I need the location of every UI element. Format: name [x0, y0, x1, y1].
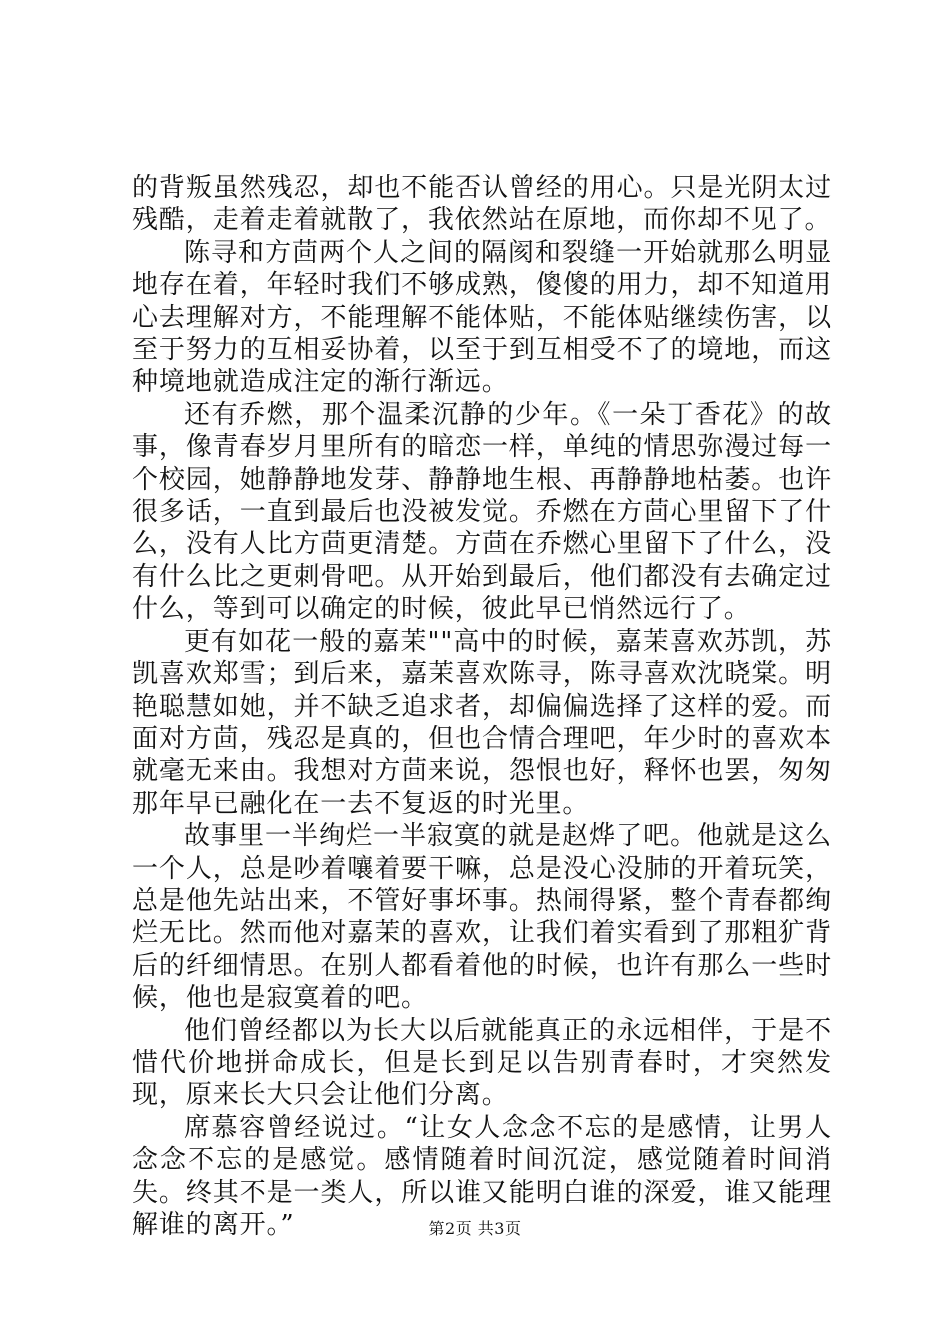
- body-text: [132, 172, 832, 1241]
- paragraph-qiaoran: 还有乔燃，那个温柔沉静的少年。《一朵丁香花》的故事，像青春岁月里所有的暗恋一样，单纯的情思弥漫过每一个校园，她静静地发芽、静静地生根、再静静地枯萎。也许很多话，一直到最后也没被发觉。乔燃在方茴心里留下了什么，没有人比方茴更清楚。方茴在乔燃心里留下了什么，没有什么比之更刺骨吧。从开始到最后，他们都没有去确定过什么，等到可以确定的时候，彼此早已悄然远行了。: [132, 399, 832, 625]
- paragraph-jiamo: 更有如花一般的嘉茉""高中的时候，嘉茉喜欢苏凯，苏凯喜欢郑雪；到后来，嘉茉喜欢陈寻，陈寻喜欢沈晓棠。明艳聪慧如她，并不缺乏追求者，却偏偏选择了这样的爱。而面对方茴，残忍是真的，但也合情合理吧，年少时的喜欢本就毫无来由。我想对方茴来说，怨恨也好，释怀也罢，匆匆那年早已融化在一去不复返的时光里。: [132, 626, 832, 819]
- paragraph-chenxun-fanghui: 陈寻和方茴两个人之间的隔阂和裂缝一开始就那么明显地存在着，年轻时我们不够成熟，傻傻的用力，却不知道用心去理解对方，不能理解不能体贴，不能体贴继续伤害，以至于努力的互相妥协着，以至于到互相受不了的境地，而这种境地就造成注定的渐行渐远。: [132, 237, 832, 398]
- paragraph-growing-up: 他们曾经都以为长大以后就能真正的永远相伴，于是不惜代价地拼命成长，但是长到足以告别青春时，才突然发现，原来长大只会让他们分离。: [132, 1015, 832, 1111]
- paragraph-quote: 席慕容曾经说过。“让女人念念不忘的是感情，让男人念念不忘的是感觉。感情随着时间沉淀，感觉随着时间消失。终其不是一类人，所以谁又能明白谁的深爱，谁又能理解谁的离开。”: [132, 1112, 832, 1240]
- paragraph-zhaoye: 故事里一半绚烂一半寂寞的就是赵烨了吧。他就是这么一个人，总是吵着嚷着要干嘛，总是没心没肺的开着玩笑，总是他先站出来，不管好事坏事。热闹得紧，整个青春都绚烂无比。然而他对嘉茉的喜欢，让我们着实看到了那粗犷背后的纤细情思。在别人都看着他的时候，也许有那么一些时候，他也是寂寞着的吧。: [132, 821, 832, 1014]
- page-number-footer: 第2页 共3页: [428, 1219, 522, 1238]
- paragraph-continuation: 的背叛虽然残忍，却也不能否认曾经的用心。只是光阴太过残酷，走着走着就散了，我依然站在原地，而你却不见了。: [132, 173, 832, 236]
